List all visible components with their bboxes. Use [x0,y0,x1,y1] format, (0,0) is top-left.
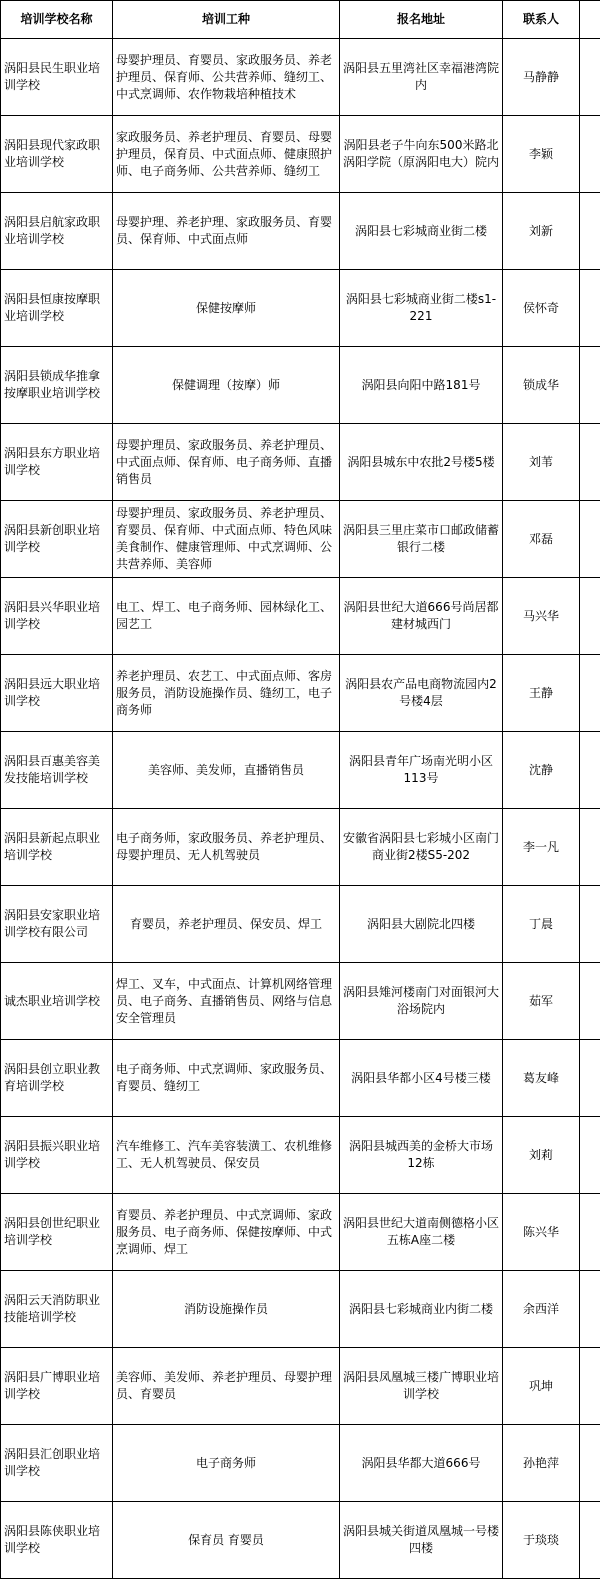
address-cell: 涡阳县五里湾社区幸福港湾院内 [340,39,503,116]
header-row [1,1,600,39]
address-cell: 涡阳县华都小区4号楼三楼 [340,1040,503,1117]
table-row [1,1425,600,1502]
extra-cell [580,1348,600,1425]
contact-cell: 马兴华 [503,578,580,655]
address-cell: 涡阳县七彩城商业内街二楼 [340,1271,503,1348]
trades-cell: 保健按摩师 [113,270,340,347]
address-cell: 涡阳县城东中农批2号楼5楼 [340,424,503,501]
table-row [1,501,600,578]
contact-cell: 邓磊 [503,501,580,578]
school-name-cell: 涡阳县广博职业培训学校 [1,1348,113,1425]
contact-cell: 李一凡 [503,809,580,886]
school-name-cell: 涡阳县恒康按摩职业培训学校 [1,270,113,347]
extra-cell [580,270,600,347]
school-name-cell: 涡阳县现代家政职业培训学校 [1,116,113,193]
extra-cell [580,193,600,270]
table-row [1,116,600,193]
header-training-trades: 培训工种 [113,1,340,39]
extra-cell [580,1117,600,1194]
table-row [1,655,600,732]
table-row [1,39,600,116]
address-cell: 涡阳县三里庄菜市口邮政储蓄银行二楼 [340,501,503,578]
trades-cell: 汽车维修工、汽车美容装潢工、农机维修工、无人机驾驶员、保安员 [113,1117,340,1194]
address-cell: 涡阳县凤凰城三楼广博职业培训学校 [340,1348,503,1425]
contact-cell: 侯怀奇 [503,270,580,347]
header-extra-column [580,1,600,39]
table-row [1,1117,600,1194]
table-row [1,1271,600,1348]
trades-cell: 家政服务员、养老护理员、育婴员、母婴护理员，保育员、中式面点师、健康照护师、电子商务师、公共营养师、缝纫工 [113,116,340,193]
school-name-cell: 涡阳县远大职业培训学校 [1,655,113,732]
trades-cell: 电工、焊工、电子商务师、园林绿化工、园艺工 [113,578,340,655]
header-contact-person: 联系人 [503,1,580,39]
extra-cell [580,732,600,809]
extra-cell [580,578,600,655]
extra-cell [580,963,600,1040]
extra-cell [580,347,600,424]
trades-cell: 焊工、叉车，中式面点、计算机网络管理员、电子商务、直播销售员、网络与信息安全管理员 [113,963,340,1040]
extra-cell [580,809,600,886]
address-cell: 涡阳县老子牛向东500米路北涡阳学院（原涡阳电大）院内 [340,116,503,193]
trades-cell: 母婴护理员、育婴员、家政服务员、养老护理员、保育师、公共营养师、缝纫工、中式烹调师、农作物栽培种植技术 [113,39,340,116]
address-cell: 涡阳县城西美的金桥大市场12栋 [340,1117,503,1194]
contact-cell: 王静 [503,655,580,732]
extra-cell [580,424,600,501]
extra-cell [580,655,600,732]
school-name-cell: 涡阳县汇创职业培训学校 [1,1425,113,1502]
school-name-cell: 涡阳县振兴职业培训学校 [1,1117,113,1194]
address-cell: 涡阳县城关街道凤凰城一号楼四楼 [340,1502,503,1579]
trades-cell: 美容师、美发师、养老护理员、母婴护理员、育婴员 [113,1348,340,1425]
table-row [1,270,600,347]
header-registration-address: 报名地址 [340,1,503,39]
contact-cell: 丁晨 [503,886,580,963]
table-row [1,886,600,963]
school-name-cell: 涡阳县创世纪职业培训学校 [1,1194,113,1271]
contact-cell: 巩坤 [503,1348,580,1425]
school-name-cell: 涡阳县陈侠职业培训学校 [1,1502,113,1579]
trades-cell: 母婴护理员、家政服务员、养老护理员、中式面点师、保育师、电子商务师、直播销售员 [113,424,340,501]
contact-cell: 刘莉 [503,1117,580,1194]
address-cell: 涡阳县世纪大道南侧德格小区五栋A座二楼 [340,1194,503,1271]
school-name-cell: 涡阳县启航家政职业培训学校 [1,193,113,270]
address-cell: 涡阳县大剧院北四楼 [340,886,503,963]
school-name-cell: 涡阳县新创职业培训学校 [1,501,113,578]
extra-cell [580,39,600,116]
contact-cell: 沈静 [503,732,580,809]
extra-cell [580,116,600,193]
table-row [1,1502,600,1579]
extra-cell [580,886,600,963]
table-row [1,732,600,809]
school-name-cell: 涡阳县东方职业培训学校 [1,424,113,501]
contact-cell: 葛友峰 [503,1040,580,1117]
address-cell: 涡阳县华都大道666号 [340,1425,503,1502]
extra-cell [580,1040,600,1117]
extra-cell [580,1194,600,1271]
address-cell: 涡阳县农产品电商物流园内2号楼4层 [340,655,503,732]
contact-cell: 马静静 [503,39,580,116]
contact-cell: 刘苇 [503,424,580,501]
table-row [1,578,600,655]
trades-cell: 育婴员，养老护理员、保安员、焊工 [113,886,340,963]
table-row [1,424,600,501]
extra-cell [580,501,600,578]
trades-cell: 育婴员、养老护理员、中式烹调师、家政服务员、电子商务师、保健按摩师、中式烹调师、焊工 [113,1194,340,1271]
header-school-name: 培训学校名称 [1,1,113,39]
school-name-cell: 涡阳县锁成华推拿按摩职业培训学校 [1,347,113,424]
school-name-cell: 涡阳县民生职业培训学校 [1,39,113,116]
contact-cell: 孙艳萍 [503,1425,580,1502]
school-name-cell: 涡阳县新起点职业培训学校 [1,809,113,886]
address-cell: 涡阳县七彩城商业街二楼 [340,193,503,270]
trades-cell: 美容师、美发师，直播销售员 [113,732,340,809]
school-name-cell: 诚杰职业培训学校 [1,963,113,1040]
address-cell: 涡阳县七彩城商业街二楼s1-221 [340,270,503,347]
trades-cell: 保健调理（按摩）师 [113,347,340,424]
extra-cell [580,1502,600,1579]
table-row [1,809,600,886]
address-cell: 安徽省涡阳县七彩城小区南门商业街2楼S5-202 [340,809,503,886]
table-row [1,193,600,270]
address-cell: 涡阳县青年广场南光明小区113号 [340,732,503,809]
contact-cell: 刘新 [503,193,580,270]
address-cell: 涡阳县向阳中路181号 [340,347,503,424]
school-name-cell: 涡阳县安家职业培训学校有限公司 [1,886,113,963]
trades-cell: 电子商务师、中式烹调师、家政服务员、育婴员、缝纫工 [113,1040,340,1117]
table-row [1,1194,600,1271]
contact-cell: 于琰琰 [503,1502,580,1579]
contact-cell: 茹军 [503,963,580,1040]
table-row [1,1348,600,1425]
extra-cell [580,1425,600,1502]
trades-cell: 养老护理员、农艺工、中式面点师、客房服务员，消防设施操作员、缝纫工，电子商务师 [113,655,340,732]
address-cell: 涡阳县世纪大道666号尚居都建材城西门 [340,578,503,655]
table-row [1,963,600,1040]
trades-cell: 消防设施操作员 [113,1271,340,1348]
contact-cell: 锁成华 [503,347,580,424]
school-name-cell: 涡阳云天消防职业技能培训学校 [1,1271,113,1348]
address-cell: 涡阳县雉河楼南门对面银河大浴场院内 [340,963,503,1040]
trades-cell: 保育员 育婴员 [113,1502,340,1579]
contact-cell: 李颖 [503,116,580,193]
table-row [1,1040,600,1117]
trades-cell: 电子商务师 [113,1425,340,1502]
trades-cell: 母婴护理员、家政服务员、养老护理员、育婴员、保育师、中式面点师、特色风味美食制作、健康管理师、中式烹调师、公共营养师、美容师 [113,501,340,578]
school-name-cell: 涡阳县创立职业教育培训学校 [1,1040,113,1117]
trades-cell: 电子商务师，家政服务员、养老护理员、母婴护理员、无人机驾驶员 [113,809,340,886]
trades-cell: 母婴护理、养老护理、家政服务员、育婴员、保育师、中式面点师 [113,193,340,270]
school-name-cell: 涡阳县百惠美容美发技能培训学校 [1,732,113,809]
contact-cell: 陈兴华 [503,1194,580,1271]
contact-cell: 余西洋 [503,1271,580,1348]
table-row [1,347,600,424]
school-name-cell: 涡阳县兴华职业培训学校 [1,578,113,655]
extra-cell [580,1271,600,1348]
